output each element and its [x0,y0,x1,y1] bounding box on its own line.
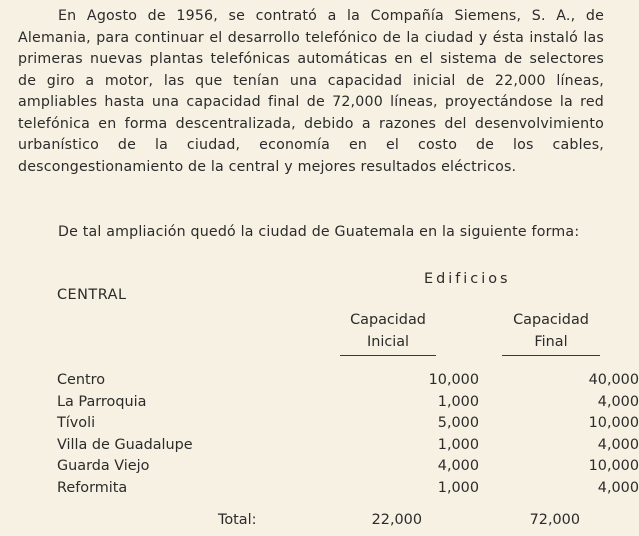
row-name: Centro [57,372,106,388]
table-group-header: Edificios [424,271,511,287]
table-row [57,479,639,502]
total-final: 72,000 [529,512,580,528]
row-final: 10,000 [588,458,639,475]
row-inicial: 5,000 [437,415,479,432]
column-header-inicial-line2: Inicial [366,334,410,350]
row-name: Reformita [57,479,128,496]
paragraph-result [18,222,604,244]
row-name: Villa de Guadalupe [57,436,193,453]
row-inicial: 1,000 [437,479,479,496]
row-name: Guarda Viejo [57,458,150,475]
table-body [57,372,639,502]
table-row [57,415,639,437]
table-row [57,458,639,480]
total-label: Total: [218,512,257,528]
column-header-rule [340,355,436,356]
table-row-header: CENTRAL [57,287,127,303]
table-row [57,436,639,459]
total-inicial: 22,000 [371,512,422,528]
row-final: 4,000 [597,479,639,496]
paragraph-result-text: De tal ampliación quedó la ciudad de Guatemala en la siguiente forma: [58,224,580,240]
table-row [57,393,639,416]
column-header-final-line2: Final [534,334,568,350]
column-header-inicial-line1: Capacidad [350,312,426,328]
column-header-final-line1: Capacidad [513,312,589,328]
row-name: La Parroquia [57,393,147,410]
column-header-inicial [340,309,436,356]
row-inicial: 1,000 [437,393,479,410]
paragraph-intro [18,6,604,178]
row-inicial: 10,000 [428,372,479,388]
table-row [57,372,639,394]
row-inicial: 1,000 [437,436,479,453]
row-name: Tívoli [57,415,96,432]
column-header-rule [502,355,600,356]
paragraph-intro-text: En Agosto de 1956, se contrató a la Compañía Siemens, S. A., de Alemania, para continuar el desarrollo telefónico de la ciudad y ésta instaló las primeras nuevas plantas telefónicas automáticas en el sistema de selectores de giro a motor, las que tenían una capacidad inicial de 22,000 líneas, ampliables hasta una capacidad final de 72,000 líneas, proyectándose la red telefónica en forma descentralizada, debido a razones del desenvolvimiento urbanístico de la ciudad, economía en el costo de los cables, descongestionamiento de la central y mejores resultados eléctricos. [18,8,604,175]
row-final: 40,000 [588,372,639,388]
row-final: 4,000 [597,393,639,410]
row-final: 4,000 [597,436,639,453]
column-header-final [502,309,600,356]
row-inicial: 4,000 [437,458,479,475]
row-final: 10,000 [588,415,639,432]
